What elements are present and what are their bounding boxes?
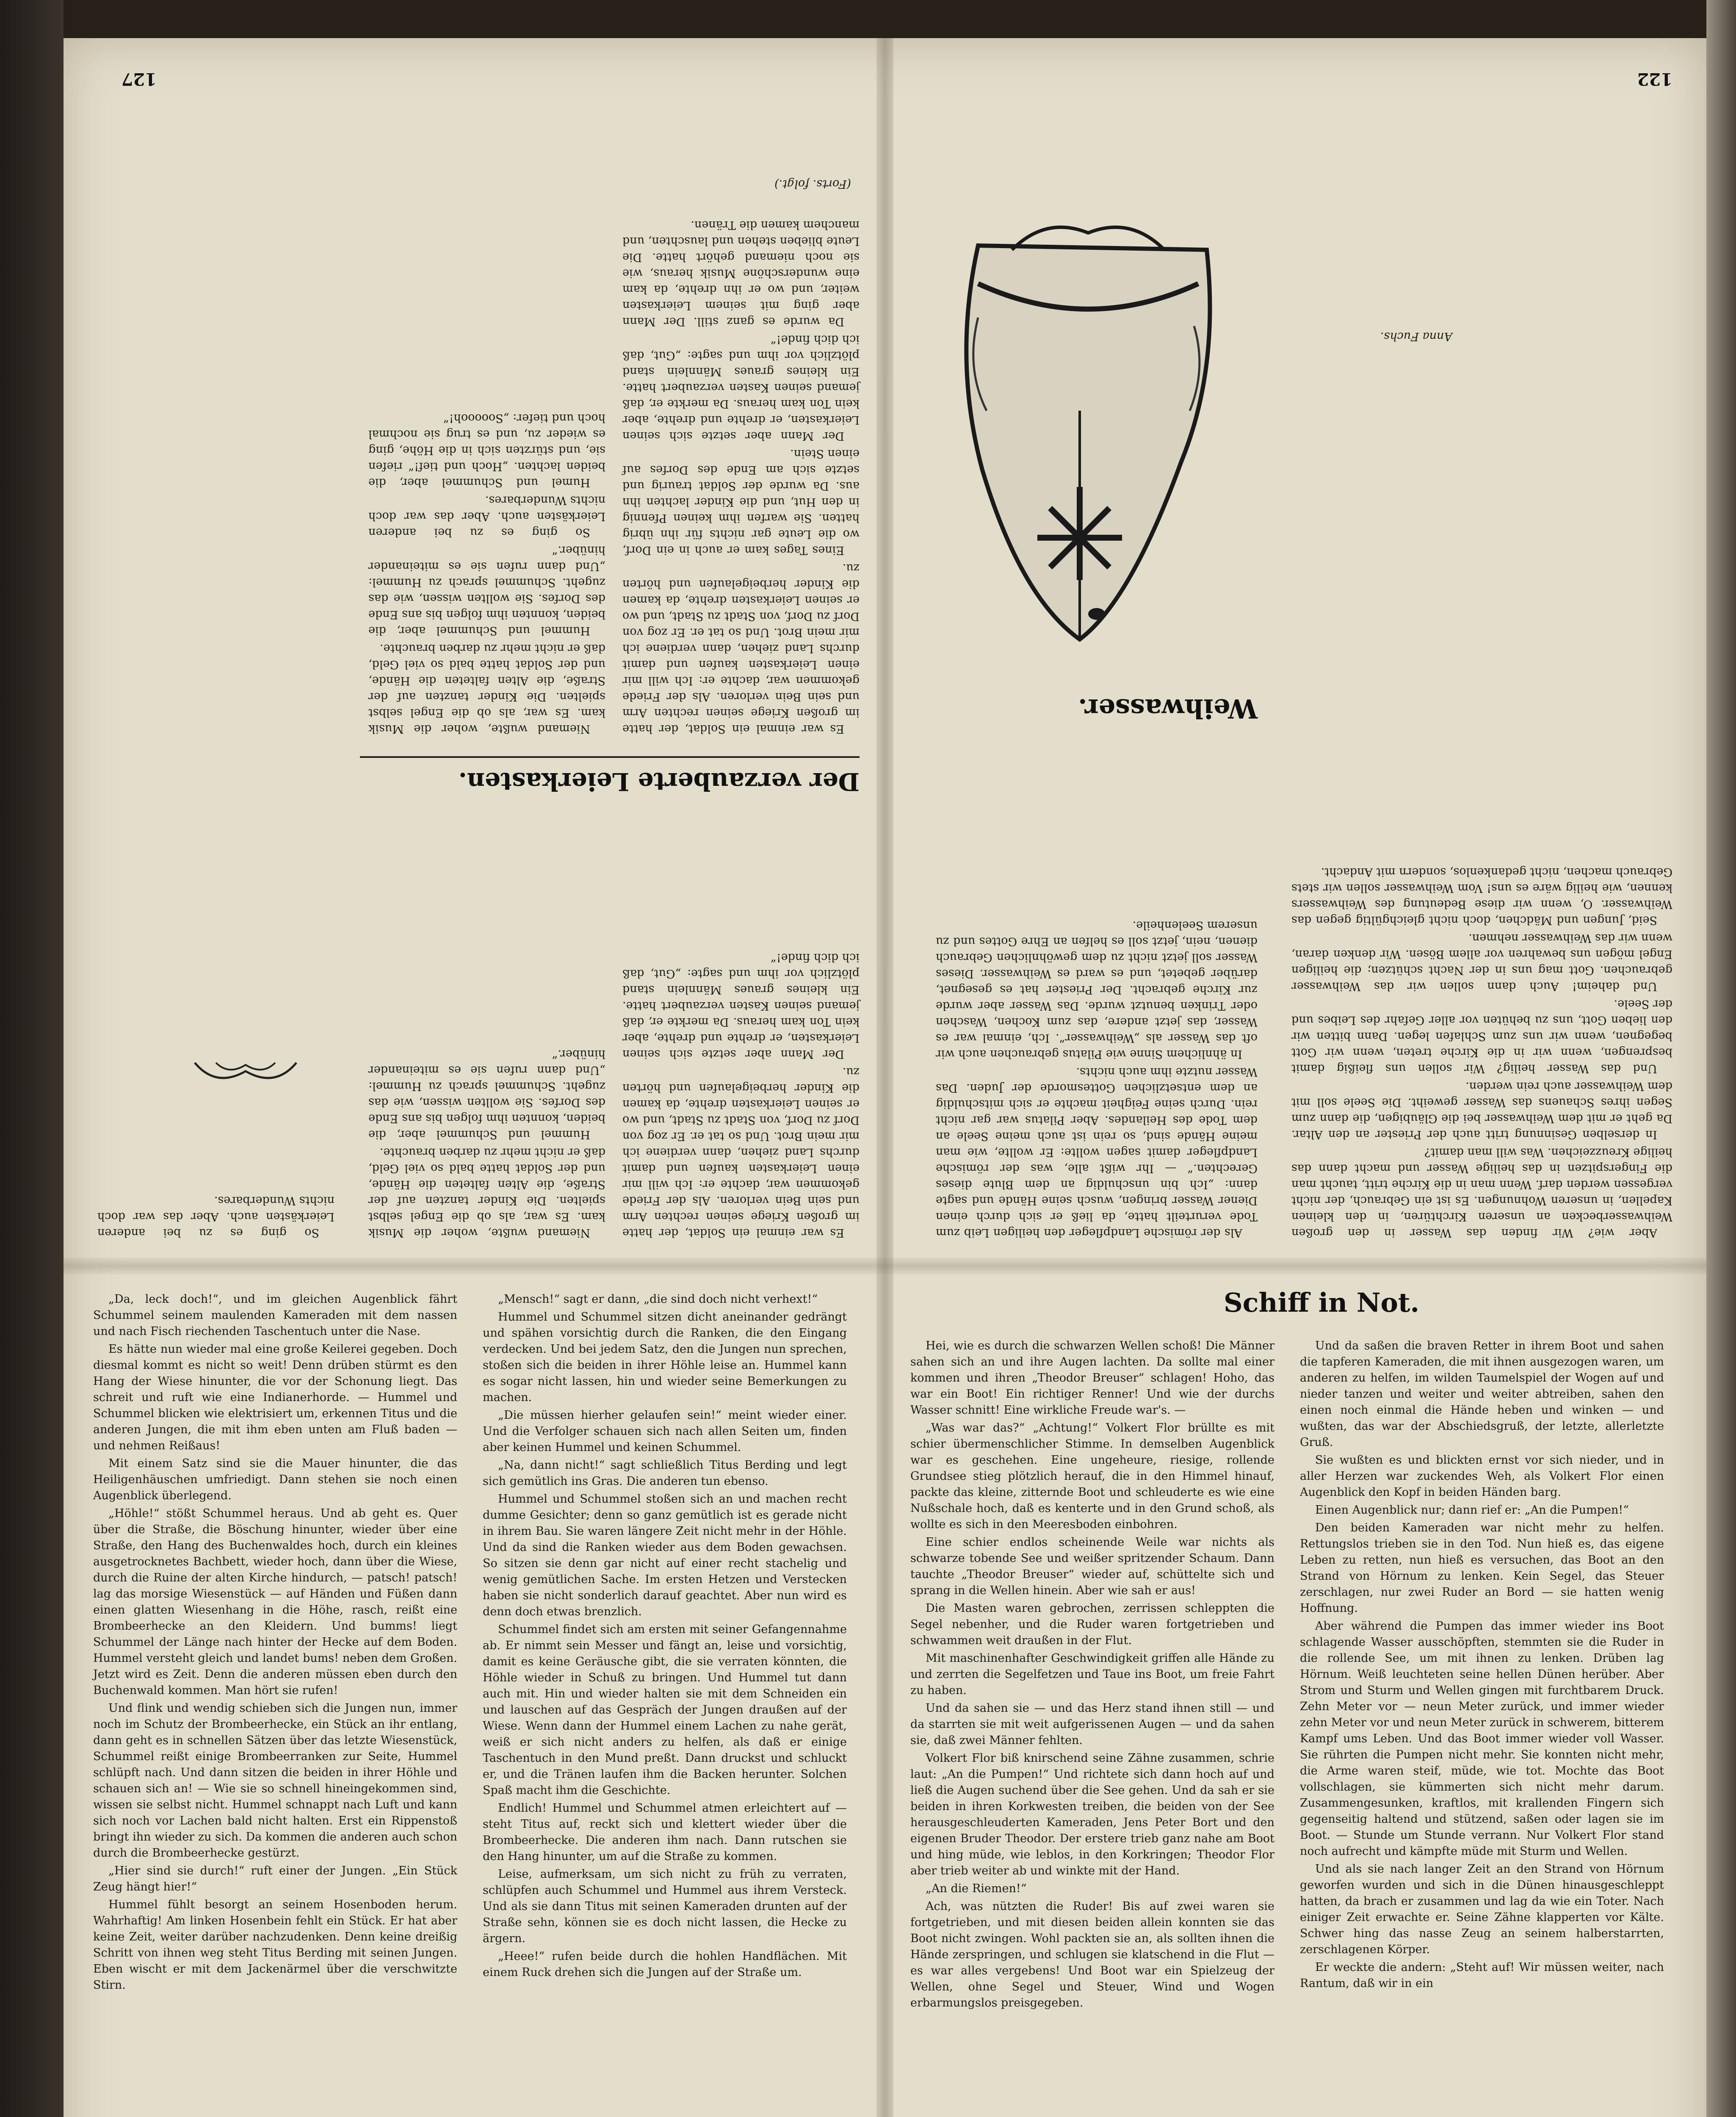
paragraph: Es war einmal ein Soldat, der hatte im großen Kriege seinen rechten Arm und sein Bein verloren. Als der Friede gekommen war, dachte er: Ich will mir einen Leierkasten kaufen und damit durchs Land ziehen, dann verdiene ich mir mein Brot. Und so tat er. Er zog von Dorf zu Dorf, von Stadt zu Stadt, und wo er seinen Leierkasten drehte, da kamen die Kinder herbeigelaufen und hörten zu. xyxy=(622,1065,860,1239)
paragraph: Aber wie? Wir finden das Wasser in den großen Weihwasserbecken an unseren Kirchtüren, in den kleinen Kapellen, in unseren Wohnungen. Es ist ein Gebrauch, der nicht vergessen werden darf. Wenn man in die Kirche tritt, taucht man die Fingerspitzen in das heilige Wasser und macht dann das heilige Kreuzzeichen. Was will man damit? xyxy=(1291,1146,1672,1239)
story-title-leierkasten: Der verzauberte Leierkasten. xyxy=(458,767,860,796)
scan-left-edge xyxy=(0,0,64,2117)
page-number: 127 xyxy=(121,69,157,89)
leierkasten-col1 xyxy=(622,215,860,737)
leierkasten-col2 xyxy=(368,408,605,737)
paragraph: Als der römische Landpfleger den heiligen Leib zum Tode verurteilt hatte, da ließ er sich durch einen Diener Wasser bringen, wusch seine Hände und sagte dann: „Ich bin unschuldig an dem Blute dieses Gerechten.“ — Ihr wißt alle, was der römische Landpfleger damit sagen wollte: Er wollte, wie man meine Hände sind, so rein ist auch meine Seele an dem Tode des Heilandes. Aber Pilatus war gar nicht rein. Durch seine Feigheit machte er sich mitschuldig an dem entsetzlichen Gottesmorde der Juden. Das Wasser nutzte ihm auch nichts. xyxy=(936,1065,1258,1239)
paragraph: Hummel und Schummel aber, die beiden, konnten ihm folgen bis ans Ende des Dorfes. Sie wollten wissen, wie das zugeht. Schummel sprach zu Hummel: „Und dann rufen sie es miteinander hinüber.“ xyxy=(368,544,605,637)
paragraph: Einen Augenblick nur; dann rief er: „An die Pumpen!“ xyxy=(1315,1503,1629,1517)
paragraph: Ach, was nützten die Ruder! Bis auf zwei waren sie fortgetrieben, und mit diesen beiden allein konnten sie das Boot nicht zwingen. Wohl packten sie an, als sollten ihnen die Hände zerspringen, und schlugen sie klatschend in die Flut — es war alles vergebens! Und Boot war ein Spielzeug der Wellen, ohne Segel und Steuer, Wind und Wogen erbarmungslos preisgegeben. xyxy=(910,1900,1274,2009)
paragraph: So ging es zu bei anderen Leierkästen auch. Aber das war doch nichts Wunderbares. xyxy=(368,494,605,539)
paragraph: „Da, leck doch!“, und im gleichen Augenblick fährt Schummel seinem maulenden Kameraden mit dem nassen und nach Fisch riechenden Taschentuch unter die Nase. xyxy=(93,1293,457,1338)
newspaper-sheet xyxy=(64,38,1706,2117)
page-122 xyxy=(893,38,1706,1266)
leierkasten-col2-upper xyxy=(368,1044,605,1241)
paragraph: Seid, Jungen und Mädchen, doch nicht gleichgültig gegen das Weihwasser. O, wenn wir diese Bedeutung des Weihwassers kennen, wie heilig wäre es uns! Vom Weihwasser sollen wir stets Gebrauch machen, nicht gedankenlos, sondern mit Andacht. xyxy=(1291,865,1672,927)
paragraph: Und das Wasser heilig? Wir sollen uns fleißig damit besprengen, wenn wir in die Kirche treten, wenn wir Gott begegnen, wenn wir uns zum Schlafen legen. Dann bitten wir den lieben Gott, uns zu behüten vor aller Gefahr des Leibes und der Seele. xyxy=(1291,998,1672,1075)
paragraph: Aber während die Pumpen das immer wieder ins Boot schlagende Wasser ausschöpften, stemmten sie die Ruder in die rollende See, um mit ihnen zu lenken. Drüben lag Hörnum. Weiß leuchteten seine hellen Dünen herüber. Aber Strom und Sturm und Wellen gingen mit furchtbarem Druck. Zehn Meter vor — neun Meter zurück, und immer wieder zehn Meter vor und neun Meter zurück in schwerem, bitterem Kampf ums Leben. Und das Boot immer wieder voll Wasser. Sie rührten die Pumpen nicht mehr. Sie konnten nicht mehr, die Arme waren steif, müde, wie tot. Mochte das Boot vollschlagen, sie kümmerten sich nicht mehr darum. Zusammengesunken, kraftlos, mit krallenden Fingern sich gegenseitig haltend und stützend, saßen oder lagen sie im Boot. — Stunde um Stunde verrann. Nur Volkert Flor stand noch aufrecht und kämpfte müde mit Sturm und Wellen. xyxy=(1300,1620,1664,1858)
paragraph: Der Mann aber setzte sich seinen Leierkasten, er drehte und drehte, aber kein Ton kam heraus. Da merkte er, daß jemand seinen Kasten verzaubert hatte. Ein kleines graues Männlein stand plötzlich vor ihm und sagte: „Gut, daß ich dich finde!“ xyxy=(622,333,860,442)
author-signature: Anna Fuchs. xyxy=(1380,330,1452,343)
paragraph: „Na, dann nicht!“ sagt schließlich Titus Berding und legt sich gemütlich ins Gras. Die anderen tun ebenso. xyxy=(483,1459,847,1488)
paragraph: Hummel und Schummel aber, die beiden, konnten ihm folgen bis ans Ende des Dorfes. Sie wollten wissen, wie das zugeht. Schummel sprach zu Hummel: „Und dann rufen sie es miteinander hinüber.“ xyxy=(368,1047,605,1141)
paragraph: „Heee!“ rufen beide durch die hohlen Handflächen. Mit einem Ruck drehen sich die Jungen auf der Straße um. xyxy=(483,1950,847,1979)
paragraph: Niemand wußte, woher die Musik kam. Es war, als ob die Engel selbst spielten. Die Kinder tanzten auf der Straße, die Alten falteten die Hände, und der Soldat hatte bald so viel Geld, daß er nicht mehr zu darben brauchte. xyxy=(368,642,605,735)
paragraph: Und als sie nach langer Zeit an den Strand von Hörnum geworfen wurden und sich in die Dünen hinausgeschleppt hatten, da brach er zusammen und lag da wie ein Toter. Nach einiger Zeit erwachte er. Seine Zähne klapperten vor Kälte. Schwer hing das nasse Zeug an seinem halberstarrten, zerschlagenen Körper. xyxy=(1300,1863,1664,1956)
paragraph: Es hätte nun wieder mal eine große Keilerei gegeben. Doch diesmal kommt es nicht so weit! Denn drüben stürmt es den Hang der Wiese hinunter, die vor der Schonung liegt. Das schreit und ruft wie eine Indianerhorde. — Hummel und Schummel blicken wie elektrisiert um, erkennen Titus und die anderen Jungen, die mit ihm eben unten am Fluß baden — und nehmen Reißaus! xyxy=(93,1343,457,1452)
paragraph: Und daheim! Auch dann sollen wir das Weihwasser gebrauchen. Gott mag uns in der Nacht schützen; die heiligen Engel mögen uns bewahren vor allem Bösen. Wir denken daran, wenn wir das Weihwasser nehmen. xyxy=(1291,931,1672,993)
paragraph: Niemand wußte, woher die Musik kam. Es war, als ob die Engel selbst spielten. Die Kinder tanzten auf der Straße, die Alten falteten die Hände, und der Soldat hatte bald so viel Geld, daß er nicht mehr zu darben brauchte. xyxy=(368,1146,605,1239)
paragraph: Hei, wie es durch die schwarzen Wellen schoß! Die Männer sahen sich an und ihre Augen lachten. Da sollte mal einer kommen und ihren „Theodor Breuser“ schlagen! Hoho, das war ein Boot! Ein richtiger Renner! Und wie der durchs Wasser schnitt! Eine wirkliche Freude war's. — xyxy=(910,1339,1274,1417)
paragraph: „Die müssen hierher gelaufen sein!“ meint wieder einer. Und die Verfolger schauen sich nach allen Seiten um, finden aber keinen Hummel und keinen Schummel. xyxy=(483,1409,847,1454)
story-title-weihwasser: Weihwasser. xyxy=(1078,693,1258,724)
schiff-col1 xyxy=(910,1338,1274,2013)
paragraph: Und da saßen die braven Retter in ihrem Boot und sahen die tapferen Kameraden, die mit ihnen ausgezogen waren, um anderen zu helfen, im wilden Taumelspiel der Wogen auf und nieder tanzen und weiter und weiter abtreiben, sahen den einen noch einmal die Hände heben und winken — und wußten, das war der Abschiedsgruß, der letzte, allerletzte Gruß. xyxy=(1300,1339,1664,1449)
schiff-col2 xyxy=(1300,1338,1664,1993)
paragraph: Es war einmal ein Soldat, der hatte im großen Kriege seinen rechten Arm und sein Bein verloren. Als der Friede gekommen war, dachte er: Ich will mir einen Leierkasten kaufen und damit durchs Land ziehen, dann verdiene ich mir mein Brot. Und so tat er. Er zog von Dorf zu Dorf, von Stadt zu Stadt, und wo er seinen Leierkasten drehte, da kamen die Kinder herbeigelaufen und hörten zu. xyxy=(622,561,860,735)
paragraph: „Hier sind sie durch!“ ruft einer der Jungen. „Ein Stück Zeug hängt hier!“ xyxy=(93,1864,457,1893)
decorative-ornament-icon xyxy=(191,1050,301,1088)
weihwasser-col1 xyxy=(936,915,1258,1241)
continuation-note: (Forts. folgt.) xyxy=(774,177,851,191)
page-123 xyxy=(893,1266,1706,2117)
paragraph: Die Masten waren gebrochen, zerrissen schleppten die Segel nebenher, und die Ruder waren fortgetrieben und schwammen weit draußen in der Flut. xyxy=(910,1602,1274,1647)
paragraph: In derselben Gesinnung tritt auch der Priester an den Altar. Da geht er mit dem Weihwasser bei die Gläubigen, die dann zum Segen ihres Schauens das Wasser geweiht. Die Seele soll mit dem Weihwasser auch rein werden. xyxy=(1291,1080,1672,1141)
paragraph: Hummel fühlt besorgt an seinem Hosenboden herum. Wahrhaftig! Am linken Hosenbein fehlt ein Stück. Er hat aber keine Zeit, weiter darüber nachzudenken. Denn keine dreißig Schritt von ihnen weg steht Titus Berding mit seinen Jungen. Eben wischt er mit dem Jackenärmel über die verschwitzte Stirn. xyxy=(93,1898,457,1992)
paragraph: Mit maschinenhafter Geschwindigkeit griffen alle Hände zu und zerrten die Segelfetzen und Taue ins Boot, um freie Fahrt zu haben. xyxy=(910,1652,1274,1697)
paragraph: Der Mann aber setzte sich seinen Leierkasten, er drehte und drehte, aber kein Ton kam heraus. Da merkte er, daß jemand seinen Kasten verzaubert hatte. Ein kleines graues Männlein stand plötzlich vor ihm und sagte: „Gut, daß ich dich finde!“ xyxy=(622,951,860,1061)
paragraph: „Mensch!“ sagt er dann, „die sind doch nicht verhext!“ xyxy=(498,1293,818,1306)
upside-down-spread xyxy=(64,38,1706,1266)
hummel-schummel-col1 xyxy=(93,1291,457,1995)
page-number: 122 xyxy=(1637,69,1672,89)
paragraph: „Höhle!“ stößt Schummel heraus. Und ab geht es. Quer über die Straße, die Böschung hinunter, wieder über eine Straße, den Hang des Buchenwaldes hoch, durch ein kleines ausgetrocknetes Bachbett, wieder hoch, dann über die Wiese, durch die Ruine der alten Kirche hindurch, — patsch! patsch! lag das morsige Wiesenstück — auf Händen und Füßen dann einen glatten Wiesenhang in die Höhe, rasch, reißt eine Brombeerhecke an den Kleidern. Und bumms! liegt Schummel der Länge nach hinter der Hecke auf dem Boden. Hummel versteht gleich und landet bums! neben dem Großen. Jetzt wird es Zeit. Denn die anderen müssen eben durch den Buchenwald kommen. Man hört sie rufen! xyxy=(93,1507,457,1697)
paragraph: „An die Riemen!“ xyxy=(926,1882,1027,1895)
bishop-mitre-illustration xyxy=(936,207,1258,665)
leierkasten-col3 xyxy=(97,1191,334,1241)
paragraph: Er weckte die andern: „Steht auf! Wir müssen weiter, nach Rantum, daß wir in ein xyxy=(1300,1961,1664,1990)
page-126 xyxy=(64,1266,876,2117)
paragraph: Sie wußten es und blickten ernst vor sich nieder, und in aller Herzen war zuckendes Weh, als Volkert Flor einen Augenblick den Kopf in beiden Händen barg. xyxy=(1300,1454,1664,1499)
page-127 xyxy=(64,38,876,1266)
paragraph: Und flink und wendig schieben sich die Jungen nun, immer noch im Schutz der Brombeerhecke, ein Stück an ihr entlang, dann geht es in schnellen Sätzen über das letzte Wiesenstück, Schummel reißt einige Brombeerranken zur Seite, Hummel schlüpft nach. Und dann sitzen die beiden in ihrer Höhle und schauen sich an! — Wie sie so schnell hineingekommen sind, wissen sie selbst nicht. Hummel schnappt nach Luft und kann sich noch vor Lachen bald nicht halten. Erst ein Rippenstoß bringt ihn wieder zu sich. Da kommen die anderen auch schon durch die Brombeerhecke gestürzt. xyxy=(93,1702,457,1860)
story-title-schiff: Schiff in Not. xyxy=(1224,1287,1420,1318)
paragraph: Hummel und Schummel sitzen dicht aneinander gedrängt und spähen vorsichtig durch die Ranken, die den Eingang verdecken. Und bei jedem Satz, den die Jungen nun sprechen, stoßen sich die beiden in ihrer Höhle leise an. Hummel kann es sogar nicht lassen, hin und wieder seine Bemerkungen zu machen. xyxy=(483,1310,847,1404)
paragraph: So ging es zu bei anderen Leierkästen auch. Aber das war doch nichts Wunderbares. xyxy=(97,1194,334,1239)
paragraph: Eines Tages kam er auch in ein Dorf, wo die Leute gar nichts für ihn übrig hatten. Sie warfen ihm keinen Pfennig in den Hut, und die Kinder lachten ihn aus. Da wurde der Soldat traurig und setzte sich am Ende des Dorfes auf einen Stein. xyxy=(622,447,860,557)
paragraph: Eine schier endlos scheinende Weile war nichts als schwarze tobende See und weißer spritzender Schaum. Dann tauchte „Theodor Breuser“ wieder auf, schüttelte sich und sprang in die Wellen hinein. Aber wie sah er aus! xyxy=(910,1536,1274,1597)
upright-spread xyxy=(64,1266,1706,2117)
center-gutter xyxy=(876,1266,893,2117)
hummel-schummel-col2 xyxy=(483,1291,847,1982)
leierkasten-col1-upper xyxy=(622,948,860,1241)
paragraph: In ähnlichem Sinne wie Pilatus gebrauchen auch wir oft das Wasser als „Weihwasser“. Ich, einmal war es Wasser, das jetzt andere, das zum Kochen, Waschen oder Trinken benutzt wurde. Das Wasser aber wurde zur Kirche gebracht. Der Priester hat es gesegnet, darüber gebetet, und es ward es Weihwasser. Dieses Wasser soll jetzt nicht zu dem gewöhnlichen Gebrauch dienen, nein, jetzt soll es helfen an Ehre Gottes und zu unserem Seelenheile. xyxy=(936,919,1258,1061)
paragraph: Humel und Schummel aber, die beiden lachten. „Hoch und tief!“ riefen sie, und stürzten sich in die Höhe, ging es wieder zu, und es trug sie nochmal hoch und tiefer: „Soooooh!“ xyxy=(368,412,605,489)
paragraph: Volkert Flor biß knirschend seine Zähne zusammen, schrie laut: „An die Pumpen!“ Und richtete sich dann hoch auf und ließ die Augen suchend über die See gehen. Und da sah er sie beiden in ihren Korkwesten treiben, die beiden von der See herausgeschleuderten Kameraden, Jens Peter Bort und den eigenen Bruder Theodor. Der erstere trieb ganz nahe am Boot und hing müde, wie leblos, in den Korkringen; Theodor Flor aber trieb weiter ab und winkte mit der Hand. xyxy=(910,1752,1274,1877)
paragraph: „Was war das?“ „Achtung!“ Volkert Flor brüllte es mit schier übermenschlicher Stimme. In demselben Augenblick war es geschehen. Eine ungeheure, riesige, rollende Grundsee stieg plötzlich herauf, die in den Himmel hinauf, packte das kleine, zitternde Boot und schleuderte es wie eine Nußschale hoch, daß es kenterte und in den Grund schoß, als wollte es sich in den Meeresboden einbohren. xyxy=(910,1421,1274,1531)
weihwasser-col2 xyxy=(1291,862,1672,1241)
paragraph: Den beiden Kameraden war nicht mehr zu helfen. Rettungslos trieben sie in den Tod. Nun hieß es, das eigene Leben zu retten, nun hieß es versuchen, das Boot an den Strand von Hörnum zu lenken. Kein Segel, das Steuer zerschlagen, nur zwei Ruder an Bord — sie hatten wenig Hoffnung. xyxy=(1300,1521,1664,1615)
paragraph: Endlich! Hummel und Schummel atmen erleichtert auf — steht Titus auf, reckt sich und klettert wieder über die Brombeerhecke. Die anderen ihm nach. Dann rutschen sie den Hang hinunter, um auf die Straße zu kommen. xyxy=(483,1802,847,1863)
paragraph: Schummel findet sich am ersten mit seiner Gefangennahme ab. Er nimmt sein Messer und fängt an, leise und vorsichtig, damit es keine Geräusche gibt, die sie verraten könnten, die Höhle wieder in Schuß zu bringen. Und Hummel tut dann auch mit. Hin und wieder halten sie mit dem Schneiden ein und lauschen auf das Gespräch der Jungen draußen auf der Wiese. Wenn dann der Hummel einem Lachen zu nahe gerät, weiß er sich nicht anders zu helfen, als daß er einige Taschentuch in den Mund preßt. Dann druckst und schluckt er, und die Tränen laufen ihm die Backen herunter. Solchen Spaß macht ihm die Geschichte. xyxy=(483,1623,847,1797)
scan-right-edge xyxy=(1706,0,1736,2117)
paragraph: Hummel und Schummel stoßen sich an und machen recht dumme Gesichter; denn so ganz gemütlich ist es gerade nicht in ihrem Bau. Sie waren längere Zeit nicht mehr in der Höhle. Und da sind die Ranken wieder aus dem Boden gewachsen. So sitzen sie denn gar nicht auf einer recht stachelig und wenig gemütlichen Sache. Im ersten Hetzen und Verstecken haben sie nicht sonderlich darauf geachtet. Aber nun wird es denn doch etwas brenzlich. xyxy=(483,1492,847,1618)
paragraph: Da wurde es ganz still. Der Mann aber ging mit seinem Leierkasten weiter, und wo er ihn drehte, da kam eine wunderschöne Musik heraus, wie sie noch niemand gehört hatte. Die Leute blieben stehen und lauschten, und manchem kamen die Tränen. xyxy=(622,218,860,328)
scan-top-edge xyxy=(0,0,1736,38)
title-rule xyxy=(360,756,860,758)
paragraph: Mit einem Satz sind sie die Mauer hinunter, die das Heiligenhäuschen umfriedigt. Dann stehen sie noch einen Augenblick überlegend. xyxy=(93,1457,457,1502)
paragraph: Leise, aufmerksam, um sich nicht zu früh zu verraten, schlüpfen auch Schummel und Hummel aus ihrem Versteck. Und als sie dann Titus mit seinen Kameraden drunten auf der Straße sehn, können sie es doch nicht lassen, die Hecke zu ärgern. xyxy=(483,1868,847,1945)
paragraph: Und da sahen sie — und das Herz stand ihnen still — und da starrten sie mit weit aufgerissenen Augen — und da sahen sie, daß zwei Männer fehlten. xyxy=(910,1702,1274,1747)
center-gutter xyxy=(876,38,893,1266)
